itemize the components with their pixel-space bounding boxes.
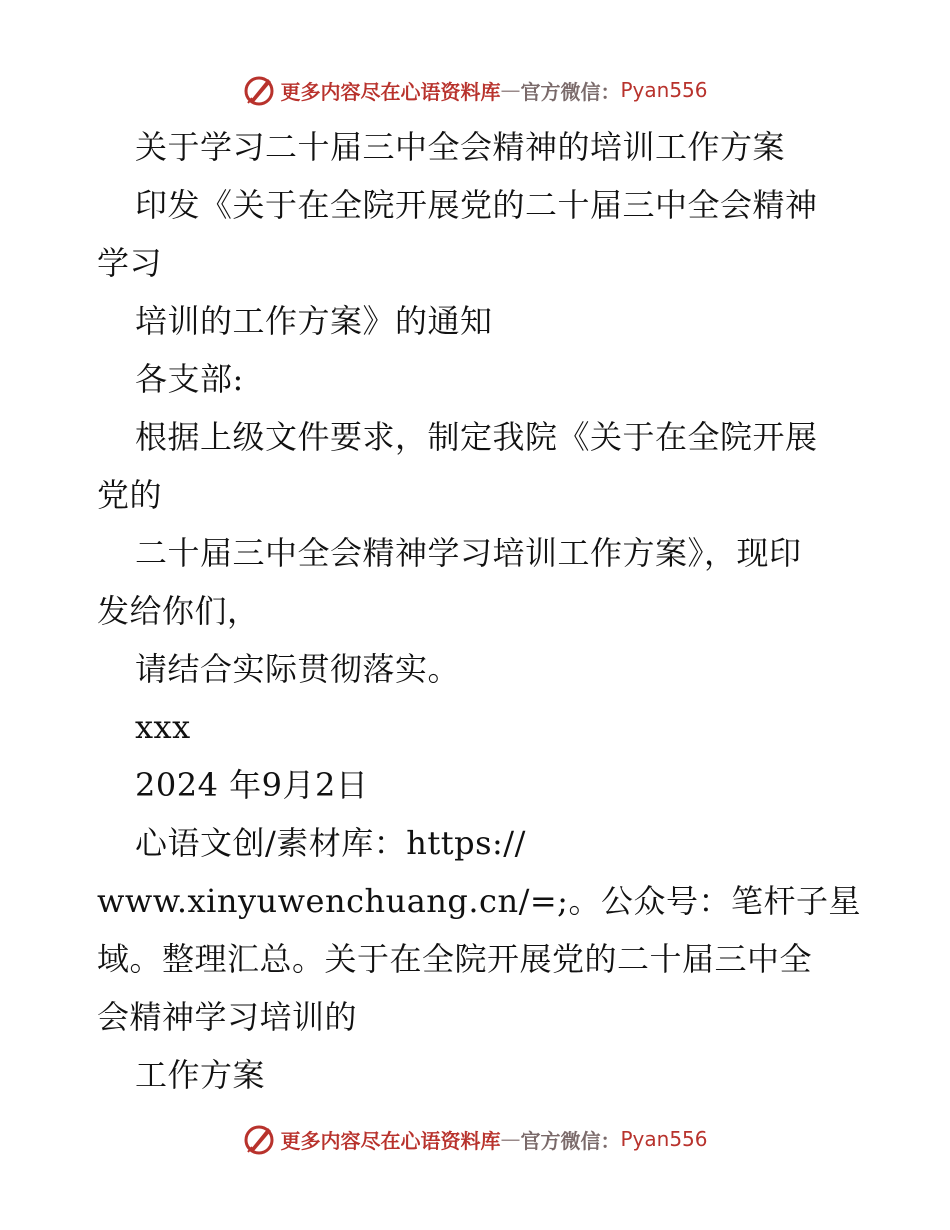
body-line-2: 党的	[97, 476, 163, 514]
body-line-1: 根据上级文件要求，制定我院《关于在全院开展	[135, 418, 818, 456]
quill-pen-logo-icon	[242, 73, 276, 107]
notice-title-line-1: 印发《关于在全院开展党的二十届三中全会精神	[135, 186, 818, 224]
body-line-3: 二十届三中全会精神学习培训工作方案》，现印	[135, 534, 802, 572]
watermark-wechat-id: Pyan556	[620, 78, 708, 102]
watermark-official-label: 官方微信：	[520, 1128, 621, 1153]
watermark-separator: —	[500, 78, 521, 102]
document-body	[97, 118, 861, 1104]
body-line-4: 发给你们，	[97, 592, 260, 630]
watermark-wechat-id: Pyan556	[620, 1127, 708, 1151]
salutation: 各支部:	[135, 360, 244, 398]
source-line-4: 会精神学习培训的	[97, 998, 358, 1036]
source-line-3: 域。整理汇总。关于在全院开展党的二十届三中全	[97, 940, 813, 978]
body-line-5: 请结合实际贯彻落实。	[135, 650, 461, 688]
quill-pen-logo-icon	[242, 1122, 276, 1156]
source-line-2: www.xinyuwenchuang.cn/=;。公众号：笔杆子星	[97, 882, 861, 920]
watermark-brand: 更多内容尽在心语资料库	[280, 1128, 501, 1153]
date: 2024 年9月2日	[135, 766, 369, 804]
watermark-brand: 更多内容尽在心语资料库	[280, 79, 501, 104]
signature: xxx	[135, 708, 191, 746]
watermark-separator: —	[500, 1127, 521, 1151]
header-watermark	[0, 70, 950, 110]
watermark-official-label: 官方微信：	[520, 79, 621, 104]
footer-watermark	[0, 1119, 950, 1159]
document-title: 关于学习二十届三中全会精神的培训工作方案	[135, 128, 786, 166]
source-line-1: 心语文创/素材库：https://	[135, 824, 526, 862]
notice-title-line-2: 学习	[97, 244, 163, 282]
notice-title-line-3: 培训的工作方案》的通知	[135, 302, 493, 340]
source-line-5: 工作方案	[135, 1056, 266, 1094]
